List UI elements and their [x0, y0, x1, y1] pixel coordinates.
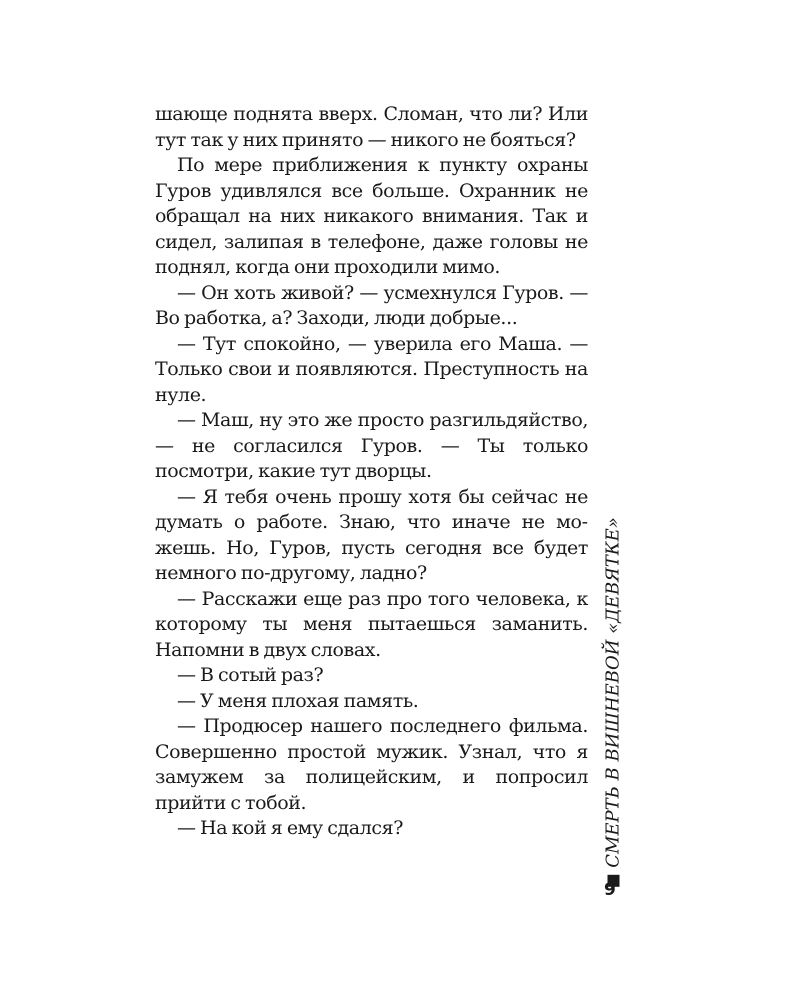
- paragraph: — Я тебя очень прошу хотя бы сейчас не думать о работе. Знаю, что иначе не можешь. Но, Гуров, пусть сегодня все будет немного по-другому, ладно?: [155, 485, 588, 584]
- paragraph: — На кой я ему сдался?: [177, 817, 404, 839]
- paragraph: По мере приближения к пункту охраны Гуров удивлялся все больше. Охранник не обращал на них никакого внимания. Так и сидел, залипая в телефоне, даже головы не поднял, когда они проходили мимо.: [155, 154, 588, 278]
- paragraph: шающе поднята вверх. Сломан, что ли? Или тут так у них принято — никого не бояться?: [155, 103, 588, 151]
- running-head-title: СМЕРТЬ В ВИШНЕВОЙ «ДЕВЯТКЕ»: [602, 517, 624, 868]
- body-text: [155, 102, 588, 842]
- paragraph: — Продюсер нашего последнего фильма. Совершенно простой мужик. Узнал, что я замужем за полицейским, и попросил прийти с тобой.: [155, 715, 588, 814]
- paragraph: — Расскажи еще раз про того человека, к которому ты меня пытаешься заманить. Напомни в двух словах.: [155, 587, 588, 661]
- paragraph: — У меня плохая память.: [177, 689, 419, 712]
- paragraph: — Маш, ну это же просто разгильдяйство, — не согласился Гуров. — Ты только посмотри, какие тут дворцы.: [155, 409, 588, 482]
- paragraph: — Он хоть живой? — усмехнулся Гуров. — Во работка, а? Заходи, люди добрые...: [155, 281, 588, 329]
- running-head: [597, 517, 629, 870]
- paragraph: — В сотый раз?: [177, 664, 324, 686]
- paragraph: — Тут спокойно, — уверила его Маша. — Только свои и появляются. Преступность на нуле.: [155, 332, 588, 406]
- page-number: 9: [604, 880, 616, 900]
